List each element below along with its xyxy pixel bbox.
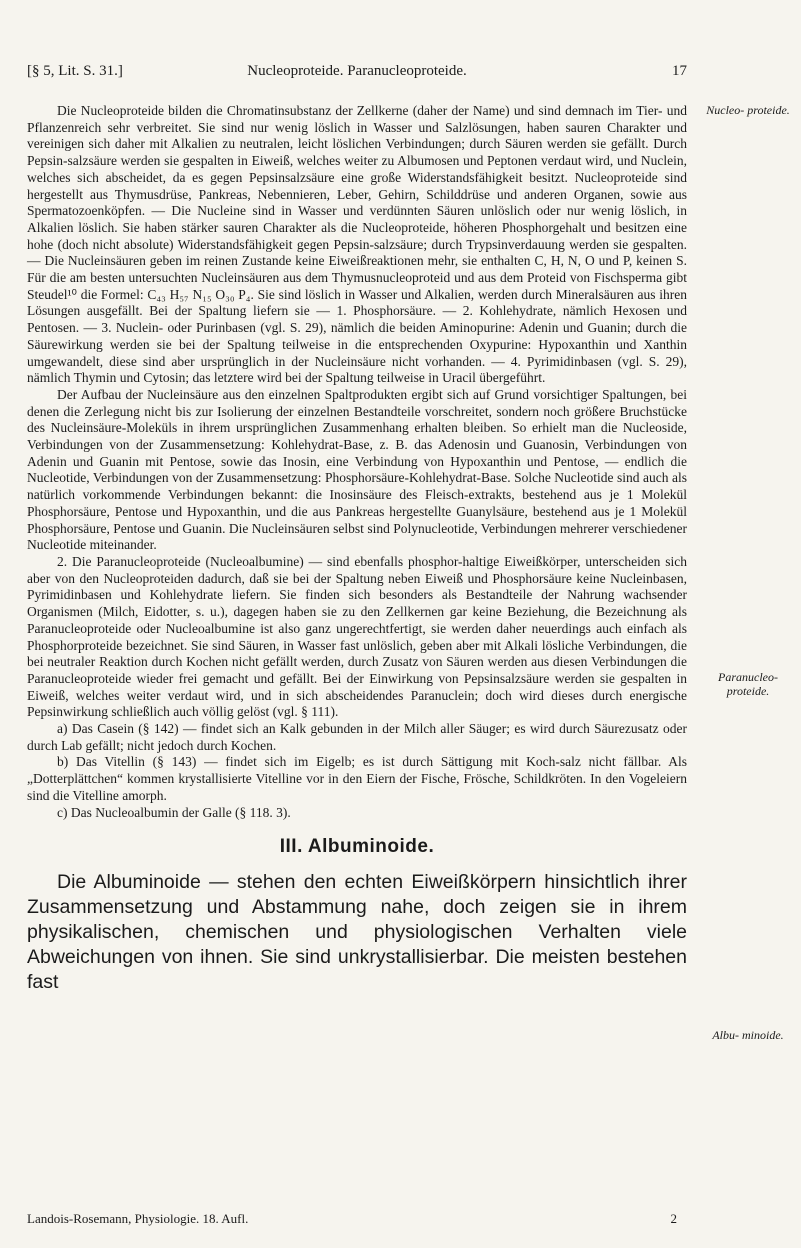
page-number: 17 [672, 63, 687, 79]
page-footer [27, 1211, 687, 1229]
page-body [27, 103, 687, 995]
book-source: Landois-Rosemann, Physiologie. 18. Aufl. [27, 1211, 249, 1226]
signature-mark: 2 [670, 1211, 677, 1226]
paragraph-aufbau: Der Aufbau der Nucleinsäure aus den einzelnen Spaltprodukten ergibt sich auf Grund vorsichtiger Spaltungen, bei denen die Zerlegung nicht bis zur Isolierung der einzelnen Bestandteile vorschreitet, sondern noch größere Bruchstücke des Nucleinsäure-Moleküls in ihrem ursprünglichen Zusammenhang erhalten bleiben. So erhielt man die Nucleoside, Verbindungen von der Zusammensetzung: Kohlehydrat-Base, z. B. das Adenosin und Guanosin, Verbindungen von Adenin und Guanin mit Pentose, sowie das Inosin, eine Verbindung von Hypoxanthin und Pentose, — endlich die Nucleotide, Verbindungen von der Zusammensetzung: Phosphorsäure-Kohlehydrat-Base. Solche Nucleotide sind auch als natürlich vorkommende Verbindungen bekannt: die Inosinsäure des Fleisch-extrakts, bestehend aus je 1 Molekül Phosphorsäure, Pentose und Hypoxanthin, und die aus Pankreas hergestellte Guanylsäure, bestehend aus je 1 Molekül Phosphorsäure, Pentose und Guanin. Die Nucleinsäuren selbst sind Polynucleotide, Verbindungen mehrerer verschiedener Nucleotide miteinander. [27, 386, 687, 553]
paragraph-nucleoproteide: Die Nucleoproteide bilden die Chromatinsubstanz der Zellkerne (daher der Name) und sind demnach im Tier- und Pflanzenreich sehr verbreitet. Sie sind nur wenig löslich in Wasser und Salzlösungen, haben sauren Charakter und vereinigen sich daher mit Alkalien zu neutralen, leicht löslichen Verbindungen; durch Säuren werden sie gefällt. Durch Pepsin-salzsäure werden sie gespalten in Eiweiß, welches weiter zu Albumosen und Peptonen verdaut wird, und Nuclein, welches sich abscheidet, da es gegen Pepsinsalzsäure eine große Widerstandsfähigkeit besitzt. Nucleoproteide sind hergestellt aus Thymusdrüse, Pankreas, Nebennieren, Leber, Gehirn, Schilddrüse und anderen Organen, sowie aus Spermatozoenköpfen. — Die Nucleine sind in Wasser und verdünnten Säuren unlöslich oder nur wenig löslich, in Alkalien löslich. Sie haben stärker sauren Charakter als die Nucleoproteide, höheren Phosphorgehalt und besitzen eine hohe (doch nicht absolute) Widerstandsfähigkeit gegen Pepsin-salzsäure; durch Trypsinverdauung werden sie gespalten. — Die Nucleinsäuren geben im reinen Zustande keine Eiweißreaktionen mehr, sie enthalten C, H, N, O und P, keinen S. Für die am besten untersuchten Nucleinsäuren aus dem Thymusnucleoproteid und aus dem Proteid von Fischsperma gibt Steudel¹⁰ die Formel: C₄₃ H₅₇ N₁₅ O₃₀ P₄. Sie sind löslich in Wasser und Alkalien, werden durch Mineralsäuren aus ihren Lösungen ausgefällt. Bei der Spaltung liefern sie — 1. Phosphorsäure. — 2. Kohlehydrate, nämlich Hexosen und Pentosen. — 3. Nuclein- oder Purinbasen (vgl. S. 29), nämlich die beiden Aminopurine: Adenin und Guanin; durch die Säurewirkung werden sie bei der Spaltung teilweise in die entsprechenden Oxypurine: Hypoxanthin und Xanthin umgewandelt, diese sind aber ursprünglich in der Nucleinsäure nicht vorhanden. — 4. Pyrimidinbasen (vgl. S. 29), nämlich Thymin und Cytosin; das letztere wird bei der Spaltung teilweise in Uracil übergeführt. [27, 103, 687, 386]
margin-note-albuminoide: Albu- minoide. [712, 1028, 784, 1042]
section-reference: [§ 5, Lit. S. 31.] [27, 63, 123, 79]
running-title: Nucleoproteide. Paranucleoproteide. [247, 63, 467, 79]
paragraph-paranucleoproteide: 2. Die Paranucleoproteide (Nucleoalbumine) — sind ebenfalls phosphor-haltige Eiweißkörper, unterscheiden sich aber von den Nucleoproteiden dadurch, daß sie bei der Spaltung neben Eiweiß und Phosphorsäure keine Nucleinbasen, Pyrimidinbasen und Kohlehydrate liefern. Sie finden sich besonders als Bestandteile der Nahrung wachsender Organismen (Milch, Eidotter, s. u.), dagegen haben sie zu den Zellkernen gar keine Beziehung, die Bezeichnung als Paranucleoproteide oder Nucleoalbumine ist also ganz ungerechtfertigt, sie werden daher neuerdings auch einfach als Phosphorproteide bezeichnet. Sie sind Säuren, in Wasser fast unlöslich, geben aber mit Alkali lösliche Verbindungen, die bei neutraler Reaktion durch Kochen nicht gefällt werden, durch Zusatz von Säuren werden aus diesen Verbindungen die Paranucleoproteide wieder frei gemacht und gefällt. Bei der Einwirkung von Pepsinsalzsäure werden sie gespalten in Eiweiß, welches weiter verdaut wird, und in sich abscheidendes Paranuclein; doch wird dieses durch energische Pepsinwirkung schließlich auch völlig gelöst (vgl. § 111). [27, 553, 687, 720]
section-heading: III. Albuminoide. [279, 836, 435, 858]
section-lead-paragraph: Die Albuminoide — stehen den echten Eiweißkörpern hinsichtlich ihrer Zusammensetzung und Abstammung nahe, doch zeigen sie in ihrem physikalischen, chemischen und physiologischen Verhalten viele Abweichungen von ihnen. Sie sind unkrystallisierbar. Die meisten bestehen fast [27, 870, 687, 993]
margin-note-nucleoproteide: Nucleo- proteide. [706, 103, 790, 117]
margin-note-paranucleoproteide: Paranucleo- proteide. [718, 670, 778, 698]
paragraph-vitellin: b) Das Vitellin (§ 143) — findet sich im Eigelb; es ist durch Sättigung mit Koch-salz nicht fällbar. Als „Dotterplättchen“ kommen krystallisierte Vitelline vor in den Eiern der Fische, Frösche, Schildkröten. In den Vogeleiern sind die Vitelline amorph. [27, 754, 687, 803]
running-header [27, 63, 687, 85]
paragraph-casein: a) Das Casein (§ 142) — findet sich an Kalk gebunden in der Milch aller Säuger; es wird durch Säurezusatz oder durch Lab gefällt; nicht jedoch durch Kochen. [27, 721, 687, 753]
paragraph-nucleoalbumin: c) Das Nucleoalbumin der Galle (§ 118. 3). [57, 804, 291, 820]
